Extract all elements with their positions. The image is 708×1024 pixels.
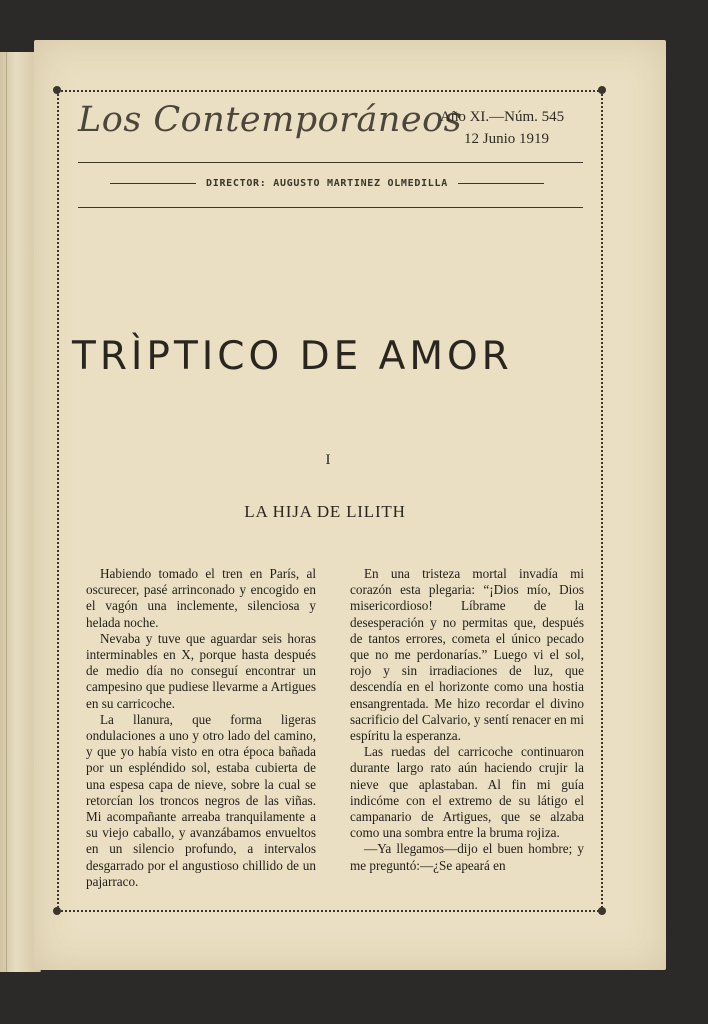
- paragraph: La llanura, que forma ligeras ondulaciones a uno y otro lado del camino, y que yo había visto en otra época bañada por un espléndido sol, estaba cubierta de una espesa capa de nieve, sobre la cual se retorcían los troncos negros de las viñas. Mi acompañante arreaba tranquilamente a su viejo caballo, y avanzábamos envueltos en un silencio profundo, a intervalos desgarrado por el angustioso chillido de un pajarraco.: [86, 711, 316, 889]
- masthead-rule-bottom: [78, 207, 583, 208]
- paragraph: Habiendo tomado el tren en París, al oscurecer, pasé arrinconado y encogido en el vagón una inclemente, silenciosa y helada noche.: [86, 566, 316, 630]
- director-credit: DIRECTOR: AUGUSTO MARTINEZ OLMEDILLA: [206, 178, 448, 189]
- issue-number: Año XI.—Núm. 545: [440, 109, 565, 125]
- paragraph: En una tristeza mortal invadía mi corazón esta plegaria: “¡Dios mío, Dios misericordioso! Líbrame de la desesperación y no permitas que, después de tantos errores, cometa el único pecado que no me perdonarías.” Luego vi el sol, rojo y sin irradiaciones de luz, que descendía en el horizonte como una hostia ensangrentada. Me hizo recordar el divino sacrificio del Calvario, y sentí renacer en mi espíritu la esperanza.: [350, 566, 584, 744]
- director-line: [92, 178, 562, 189]
- text-column-right: [350, 566, 584, 874]
- border-corner-ornament: [53, 907, 61, 915]
- border-corner-ornament: [598, 907, 606, 915]
- border-corner-ornament: [598, 86, 606, 94]
- section-number: I: [325, 452, 331, 468]
- text-column-left: [86, 566, 316, 890]
- masthead-rule-top: [78, 162, 583, 163]
- magazine-title: Los Contemporáneos: [78, 100, 463, 140]
- article-title: TRÌPTICO DE AMOR: [72, 334, 513, 379]
- paragraph: Nevaba y tuve que aguardar seis horas interminables en X, porque hasta después de medio día no conseguí encontrar un campesino que pudiese llevarme a Artigues en su carricoche.: [86, 630, 316, 711]
- paragraph: —Ya llegamos—dijo el buen hombre; y me preguntó:—¿Se apeará en: [350, 841, 584, 873]
- director-dash-left: [110, 183, 196, 184]
- border-corner-ornament: [53, 86, 61, 94]
- issue-info: [440, 106, 590, 150]
- section-title: LA HIJA DE LILITH: [244, 502, 406, 521]
- director-dash-right: [458, 183, 544, 184]
- paragraph: Las ruedas del carricoche continuaron durante largo rato aún haciendo crujir la nieve que aplastaban. Al fin mi guía indicóme con el extremo de su látigo el campanario de Artigues, que se alzaba como una sombra entre la bruma rojiza.: [350, 744, 584, 841]
- issue-date: 12 Junio 1919: [464, 131, 550, 147]
